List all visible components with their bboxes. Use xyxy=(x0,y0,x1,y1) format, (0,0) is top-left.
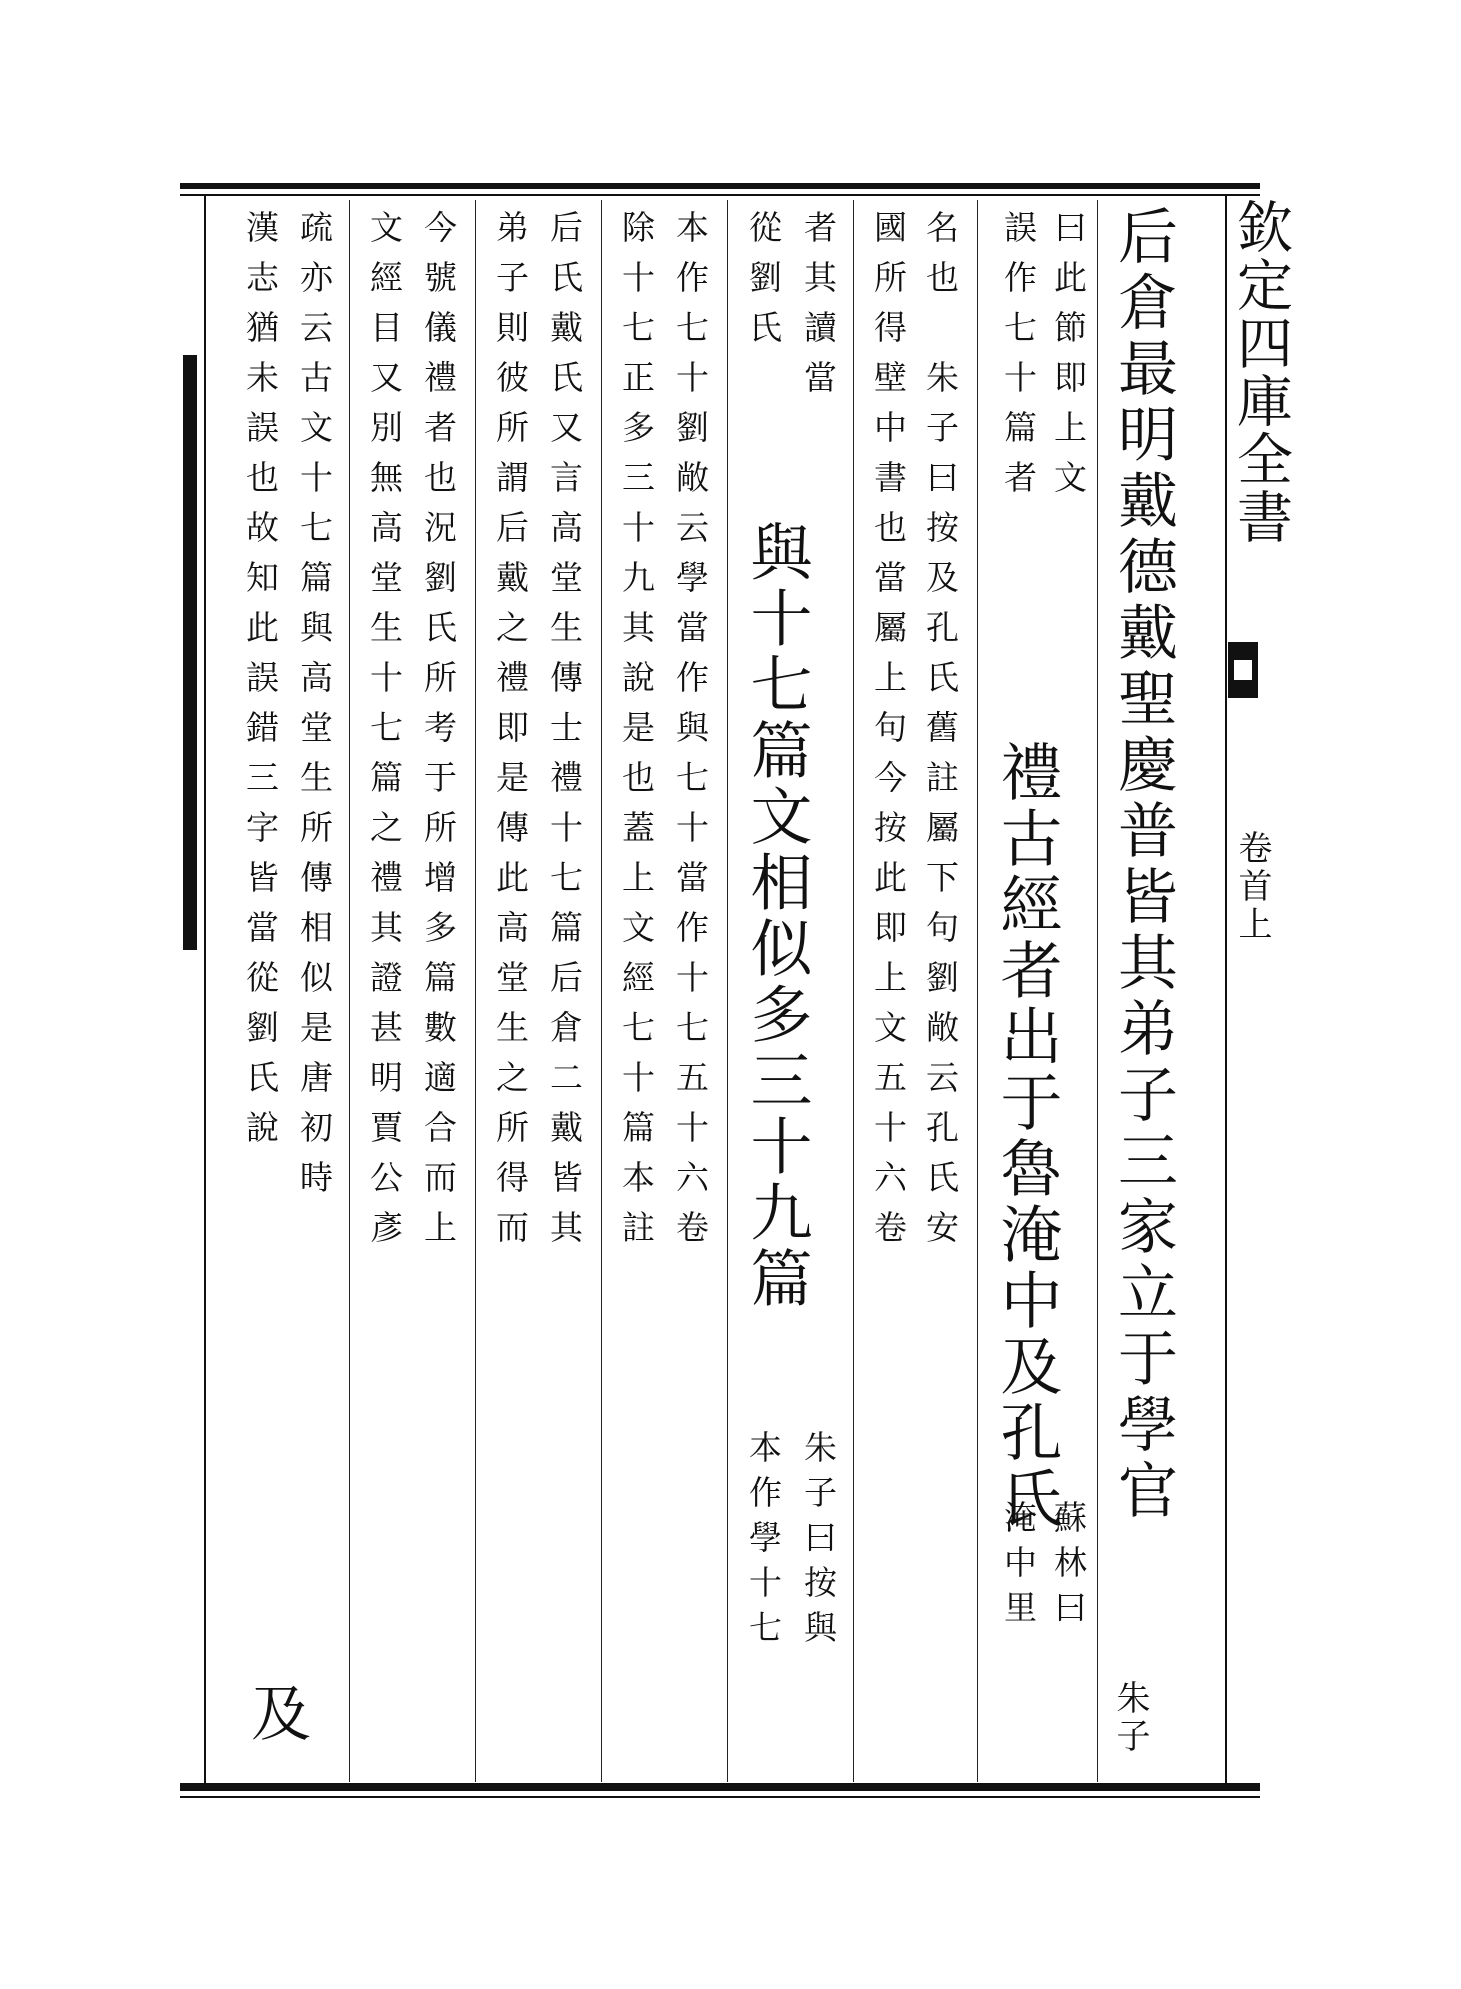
bottom-border-rule xyxy=(180,1783,1260,1791)
annotation-left: 從劉氏 xyxy=(744,210,783,360)
annotation-left: 淹中里 xyxy=(999,1500,1038,1635)
annotation-right: 疏亦云古文十七篇與高堂生所傳相似是唐初時 xyxy=(295,210,334,1210)
book-title: 欽定四庫全書 xyxy=(1228,198,1293,546)
top-border-rule xyxy=(180,183,1260,189)
column-separator xyxy=(475,200,476,1782)
annotation-right: 曰此節即上文 xyxy=(1049,210,1088,510)
column-separator xyxy=(727,200,728,1782)
annotation-right: 名也 朱子曰按及孔氏舊註屬下句劉敞云孔氏安 xyxy=(921,210,960,1260)
annotation-left: 本作學十七 xyxy=(744,1430,783,1655)
annotation-right: 今號儀禮者也況劉氏所考于所增多篇數適合而上 xyxy=(419,210,458,1260)
annotation-left: 弟子則彼所謂后戴之禮即是傳此高堂生之所得而 xyxy=(491,210,530,1260)
annotation-right: 后氏戴氏又言高堂生傳士禮十七篇后倉二戴皆其 xyxy=(545,210,584,1260)
annotation-right: 本作七十劉敞云學當作與七十當作十七五十六卷 xyxy=(671,210,710,1260)
annotation-left: 漢志猶未誤也故知此誤錯三字皆當從劉氏說 xyxy=(241,210,280,1160)
column-separator xyxy=(1097,200,1098,1782)
main-text-column-1: 后倉最明戴德戴聖慶普皆其弟子三家立于學官 xyxy=(1108,205,1178,1525)
annotation-left: 國所得壁中書也當屬上句今按此即上文五十六卷 xyxy=(869,210,908,1260)
column-separator xyxy=(853,200,854,1782)
bottom-border-inner-rule xyxy=(180,1796,1260,1798)
margin-ink-bar xyxy=(183,355,197,950)
annotation-left: 誤作七十篇者 xyxy=(999,210,1038,510)
annotation-right: 蘇林曰 xyxy=(1049,1500,1088,1635)
main-text-tail: 及 xyxy=(241,1682,311,1742)
right-border-rule xyxy=(1225,195,1227,1785)
left-border-rule xyxy=(204,195,206,1785)
main-text-column-4: 與十七篇文相似多三十九篇 xyxy=(740,520,813,1312)
column-separator xyxy=(977,200,978,1782)
column-separator xyxy=(601,200,602,1782)
volume-label: 卷首上 xyxy=(1232,830,1272,944)
annotation-right: 朱子曰按與 xyxy=(799,1430,838,1655)
main-text-column-2: 禮古經者出于魯淹中及孔氏 xyxy=(990,740,1063,1532)
annotation-right: 者其讀當 xyxy=(799,210,838,410)
annotation-left: 文經目又別無高堂生十七篇之禮其證甚明賈公彥 xyxy=(365,210,404,1260)
note-author: 朱子 xyxy=(1110,1680,1150,1756)
annotation-left: 除十七正多三十九其說是也蓋上文經七十篇本註 xyxy=(617,210,656,1260)
column-separator xyxy=(349,200,350,1782)
fish-tail-mark-icon xyxy=(1228,642,1258,698)
top-border-inner-rule xyxy=(180,194,1260,196)
